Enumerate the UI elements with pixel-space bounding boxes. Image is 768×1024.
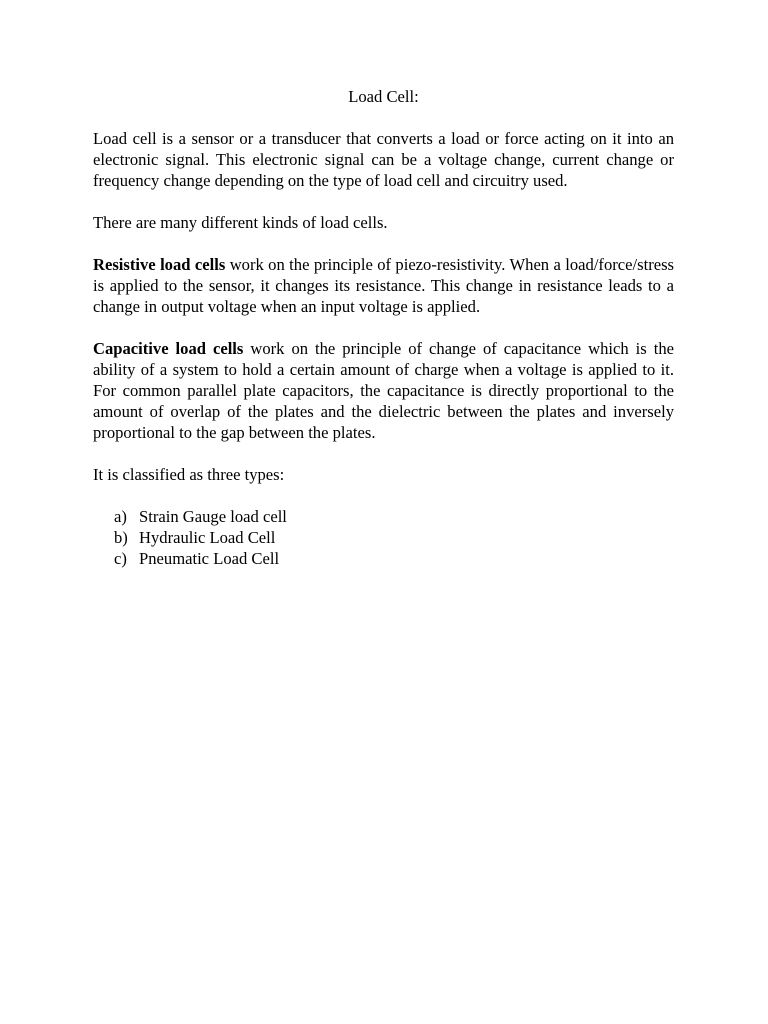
list-item-label: Pneumatic Load Cell — [139, 549, 280, 568]
resistive-paragraph — [93, 254, 674, 317]
list-item-label: Strain Gauge load cell — [139, 507, 287, 526]
document-title: Load Cell: — [348, 87, 419, 106]
capacitive-term: Capacitive load cells — [93, 339, 244, 358]
capacitive-paragraph — [93, 338, 674, 443]
document-page — [93, 86, 674, 569]
list-marker: c) — [114, 549, 127, 568]
types-list — [93, 506, 674, 569]
list-item-label: Hydraulic Load Cell — [139, 528, 276, 547]
classified-paragraph: It is classified as three types: — [93, 465, 285, 484]
list-item — [114, 527, 674, 548]
list-marker: b) — [114, 528, 128, 547]
capacitive-text: work on the principle of change of capacitance which is the ability of a system to hold a certain amount of charge when a voltage is applied to it. For common parallel plate capacitors, the capacitance is directly proportional to the amount of overlap of the plates and the dielectric between the plates and inversely proportional to the gap between the plates. — [93, 339, 674, 442]
resistive-term: Resistive load cells — [93, 255, 226, 274]
kinds-paragraph: There are many different kinds of load cells. — [93, 213, 388, 232]
list-item — [114, 548, 674, 569]
intro-paragraph: Load cell is a sensor or a transducer that converts a load or force acting on it into an electronic signal. This electronic signal can be a voltage change, current change or frequency change depending on the type of load cell and circuitry used. — [93, 129, 674, 190]
list-item — [114, 506, 674, 527]
list-marker: a) — [114, 507, 127, 526]
resistive-text: work on the principle of piezo-resistivity. When a load/force/stress is applied to the sensor, it changes its resistance. This change in resistance leads to a change in output voltage when an input voltage is applied. — [93, 255, 674, 316]
